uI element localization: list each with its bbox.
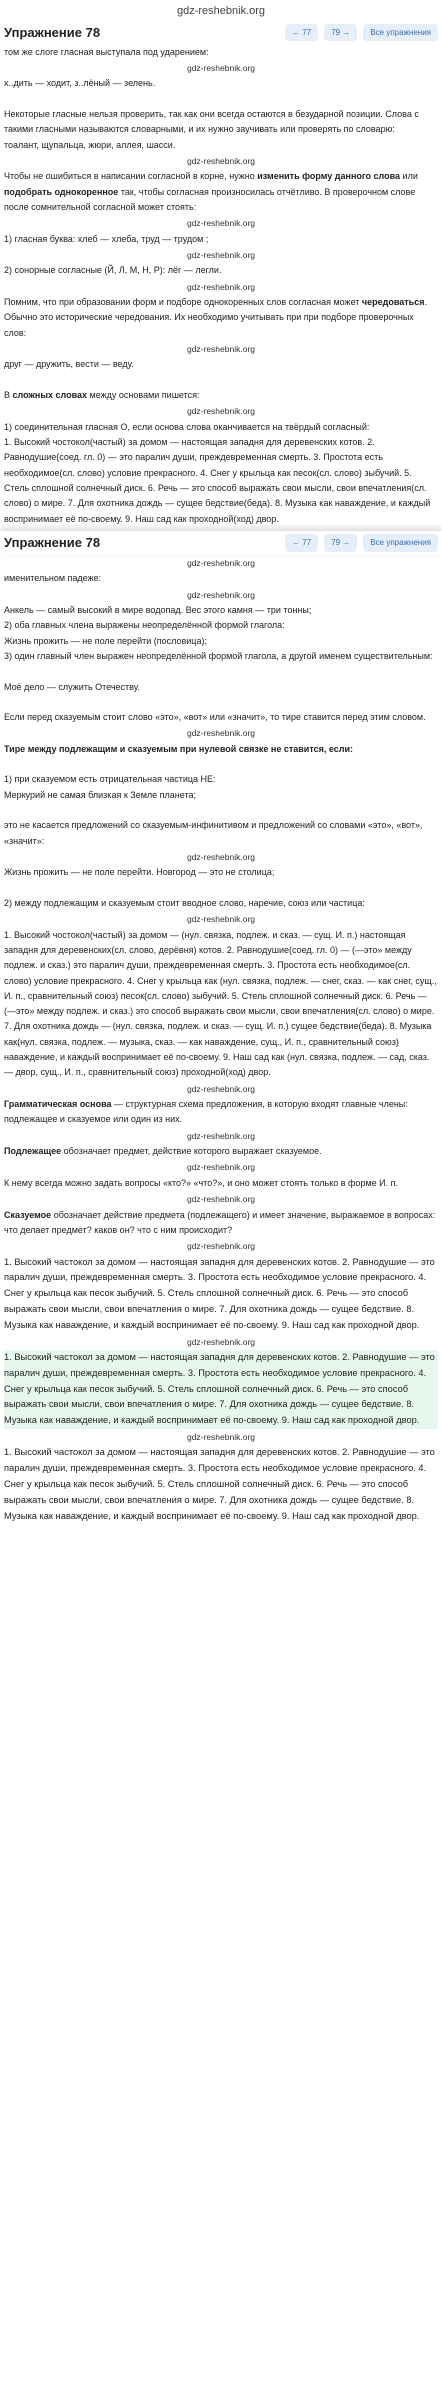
prev-exercise-button-2[interactable]: ← 77 — [285, 534, 318, 552]
text-s2p17: К нему всегда можно задать вопросы «кто?» «что?», и оно может стоять только в форме И. п. — [4, 1177, 398, 1188]
watermark: gdz-reshebnik.org — [186, 1241, 256, 1252]
watermark: gdz-reshebnik.org — [186, 1083, 256, 1094]
answer-1: 1. Высокий частокол за домом — настоящая западня для деревенских котов. 2. Равнодушие — это паралич души, преждевременная смерть. 3. Простота есть необходимое условие прекрасного. 4. Снег у крыльца как песок зыбучий. 5. Стель сплошной солнечный диск. 6. Речь — это способ выражать свои мысли, свои впечатления о мире. 7. Для охотника дождь — сущее бедствие. 8. Музыка как наваждение, и каждый воспринимает её по-своему. 9. Наш сад как проходной двор. — [4, 1256, 435, 1330]
text-p5: Чтобы не ошибиться в написании согласной в корне, нужно изменить форму данного слова или подобрать однокоренное так, чтобы согласная произносилась отчётливо. В проверочном слове после сомнительной согласной может стоять: — [4, 171, 418, 212]
watermark: gdz-reshebnik.org — [186, 728, 256, 739]
page-title: Упражнение 78 — [4, 24, 101, 40]
topbar — [0, 21, 442, 45]
text-s2p15: Грамматическая основа — структурная схема предложения, в которую входят главные члены: подлежащее и сказуемое или один из них. — [4, 1099, 408, 1125]
text-p7: 2) сонорные согласные (Й, Л, М, Н, Р): лёг — легли. — [4, 265, 222, 276]
all-exercises-button-2[interactable]: Все упражнения — [363, 534, 438, 552]
section-2 — [0, 556, 442, 1525]
watermark: gdz-reshebnik.org — [186, 1194, 256, 1205]
watermark: gdz-reshebnik.org — [186, 1336, 256, 1347]
watermark: gdz-reshebnik.org — [186, 249, 256, 260]
text-s2p14: 1. Высокий чостокол(частый) за домом — (нул. связка, подлеж. и сказ. — сущ. И. п.) настоящая западня для деревенских(сл. слово, дерёвня) котов. 2. Равнодушие(соед. гл. 0) — (—это» между подлеж. и сказ.) это паралич души, преждевременная смерть. 3. Простота есть необходимое(сл. слово) условие прекрасного. 4. Снег у крыльца как (нул. связка, подлеж. — снег, сказ. — как снег, сущ., И. п., сравнительный союз) песок(сл. слово) зыбучий. 5. Стель сплошной солнечный диск. 6. Речь — (—это» между подлеж. и сказ.) это способ выражать свои мысли, свои впечатления(сл. слово) о мире. 7. Для охотника дождь — (нул. связка, подлеж. и сказ. — сущ. И. п.) сущее бедствие(беда). 8. Музыка как(нул. связка, подлеж. — музыка, сказ. — как наваждение, сущ., И. п., сравнительный союз) наваждение, и каждый воспринимает её по-своему. 9. Наш сад как (нул. связка, подлеж. — сад, сказ. — двор, сущ., И. п., сравнительный союз) проходной(ход) двор. — [4, 929, 437, 1078]
site-header: gdz-reshebnik.org — [176, 5, 266, 17]
text-p9: друг — дружить, вести — веду. — [4, 359, 134, 370]
page-title-2: Упражнение 78 — [4, 534, 101, 550]
text-s2p3: 2) оба главных члена выражены неопределённой формой глагола: — [4, 620, 285, 631]
text-p3: Некоторые гласные нельзя проверить, так как они всегда остаются в безударной позиции. Слова с такими гласными называются словарными, и их нужно заучивать или проверять по словарю: — [4, 109, 419, 135]
watermark: gdz-reshebnik.org — [186, 281, 256, 292]
text-s2p9: 1) при сказуемом есть отрицательная частица НЕ: — [4, 774, 216, 785]
watermark: gdz-reshebnik.org — [186, 1162, 256, 1173]
text-s2p7: Если перед сказуемым стоит слово «это», «вот» или «значит», то тире ставится перед этим словом. — [4, 712, 426, 723]
text-p11: 1) соединительная гласная О, если основа слова оканчивается на твёрдый согласный: — [4, 421, 370, 432]
topbar-2 — [0, 531, 442, 555]
nav-group — [285, 24, 438, 42]
watermark: gdz-reshebnik.org — [186, 62, 256, 73]
text-p12: 1. Высокий чостокол(частый) за домом — настоящая западня для деревенских котов. 2. Равнодушие(соед. гл. 0) — это паралич души, преждевременная смерть. 3. Простота есть необходимое(сл. слово) условие прекрасного. 4. Снег у крыльца как песок(сл. слово) зыбучий. 5. Стель сплошной солнечный диск. 6. Речь — это способ выражать свои мысли, свои впечатления(сл. слово) о мире. 7. Для охотника дождь — сущее бедствие(беда). 8. Музыка как наваждение, и каждый воспринимает её по-своему. 9. Наш сад как проходной(ход) двор. — [4, 437, 431, 524]
text-s2p1: именительном падеже: — [4, 573, 102, 584]
text-p10: В сложных словах между основами пишется: — [4, 390, 200, 401]
text-s2p4: Жизнь прожить — не поле перейти (пословица); — [4, 635, 207, 646]
text-s2p6: Моё дело — служить Отечеству. — [4, 681, 140, 692]
text-s2p12: Жизнь прожить — не поле перейти. Новгород — это не столица; — [4, 867, 275, 878]
text-s2p18: Сказуемое обозначает действие предмета (подлежащего) и имеет значение, выражаемое в вопросах: что делает предмет? каков он? что с ним происходит? — [4, 1209, 436, 1235]
prev-exercise-button[interactable]: ← 77 — [285, 24, 318, 42]
watermark: gdz-reshebnik.org — [186, 406, 256, 417]
watermark: gdz-reshebnik.org — [186, 344, 256, 355]
watermark: gdz-reshebnik.org — [186, 589, 256, 600]
watermark: gdz-reshebnik.org — [186, 557, 256, 568]
watermark: gdz-reshebnik.org — [186, 218, 256, 229]
text-p8: Помним, что при образовании форм и подборе однокоренных слов согласная может чередоваться. Обычно это исторические чередования. Их необходимо учитывать при при подборе проверочных слов: — [4, 297, 427, 338]
text-s2p8: Тире между подлежащим и сказуемым при нулевой связке не ставится, если: — [4, 743, 354, 754]
answer-2: 1. Высокий частокол за домом — настоящая западня для деревенских котов. 2. Равнодушие — это паралич души, преждевременная смерть. 3. Простота есть необходимое условие прекрасного. 4. Снег у крыльца как песок зыбучий. 5. Стель сплошной солнечный диск. 6. Речь — это способ выражать свои мысли, свои впечатления о мире. 7. Для охотника дождь — сущее бедствие. 8. Музыка как наваждение, и каждый воспринимает её по-своему. 9. Наш сад как проходной двор. — [4, 1350, 438, 1429]
text-p4: тоалант, щупальца, жюри, аллея, шасси. — [4, 139, 176, 150]
text-p6: 1) гласная буква: хлеб — хлеба, труд — трудом ; — [4, 233, 209, 244]
all-exercises-button[interactable]: Все упражнения — [363, 24, 438, 42]
text-s2p11: это не касается предложений со сказуемым-инфинитивом и предложений со словами «это», «вот», «значит»: — [4, 820, 423, 846]
text-s2p16: Подлежащее обозначает предмет, действие которого выражает сказуемое. — [4, 1146, 322, 1157]
text-s2p10: Меркурий не самая близкая к Земле планета; — [4, 789, 196, 800]
text-s2p5: 3) один главный член выражен неопределённой формой глагола, а другой именем существительным: — [4, 650, 433, 661]
watermark: gdz-reshebnik.org — [186, 1130, 256, 1141]
watermark: gdz-reshebnik.org — [186, 1432, 256, 1443]
next-exercise-button[interactable]: 79 → — [324, 24, 357, 42]
text-s2p13: 2) между подлежащим и сказуемым стоит вводное слово, наречие, союз или частица: — [4, 897, 365, 908]
next-exercise-button-2[interactable]: 79 → — [324, 534, 357, 552]
text-p1: том же слоге гласная выступала под ударением: — [4, 46, 209, 57]
answer-3: 1. Высокий частокол за домом — настоящая западня для деревенских котов. 2. Равнодушие — это паралич души, преждевременная смерть. 3. Простота есть необходимое условие прекрасного. 4. Снег у крыльца как песок зыбучий. 5. Стель сплошной солнечный диск. 6. Речь — это способ выражать свои мысли, свои впечатления о мире. 7. Для охотника дождь — сущее бедствие. 8. Музыка как наваждение, и каждый воспринимает её по-своему. 9. Наш сад как проходной двор. — [4, 1447, 435, 1521]
text-p2: х..дить — ходит, з..лёный — зелень. — [4, 78, 156, 89]
section-1 — [0, 45, 442, 527]
watermark: gdz-reshebnik.org — [186, 851, 256, 862]
watermark: gdz-reshebnik.org — [186, 914, 256, 925]
nav-group-2 — [285, 534, 438, 552]
watermark: gdz-reshebnik.org — [186, 155, 256, 166]
text-s2p2: Анкель — самый высокий в мире водопад. Вес этого камня — три тонны; — [4, 605, 312, 616]
